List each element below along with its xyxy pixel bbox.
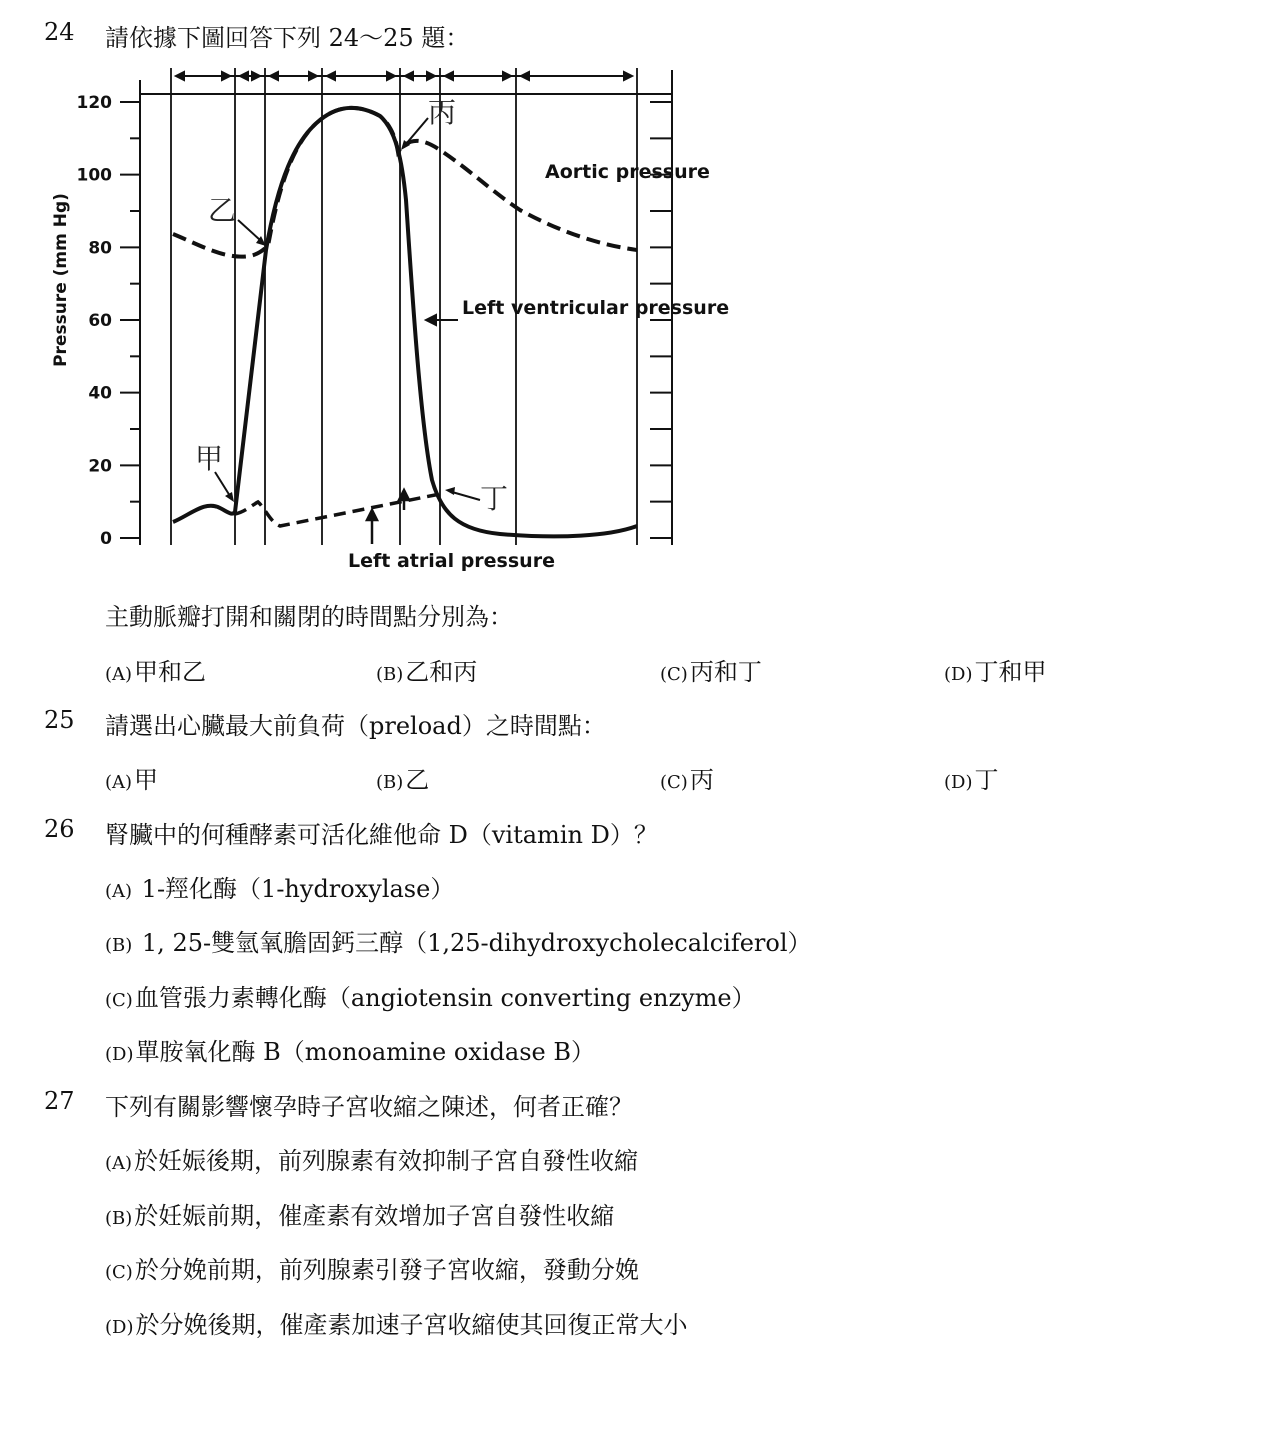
option-text: 血管張力素轉化酶（angiotensin converting enzyme） bbox=[134, 984, 756, 1012]
point-label-yi: 乙 bbox=[208, 194, 237, 227]
option-a[interactable] bbox=[105, 869, 454, 904]
question-text: 腎臟中的何種酵素可活化維他命 D（vitamin D）？ bbox=[105, 821, 658, 849]
left-atrial-pressure-label: Left atrial pressure bbox=[348, 550, 555, 572]
option-text: 甲 bbox=[134, 766, 159, 794]
option-text: 於妊娠前期，催產素有效增加子宮自發性收縮 bbox=[134, 1202, 615, 1230]
option-c[interactable] bbox=[105, 978, 756, 1013]
point-label-bing: 丙 bbox=[428, 96, 457, 129]
option-text: 甲和乙 bbox=[134, 658, 207, 686]
option-d[interactable] bbox=[105, 1032, 595, 1067]
question-number: 24 bbox=[44, 18, 75, 46]
y-tick-label: 80 bbox=[88, 238, 112, 259]
option-d[interactable] bbox=[944, 652, 1046, 687]
atrial-arrows bbox=[367, 490, 409, 544]
y-tick-label: 20 bbox=[88, 456, 112, 477]
option-letter: (B) bbox=[105, 935, 133, 956]
option-letter: (B) bbox=[376, 664, 404, 685]
option-c[interactable] bbox=[105, 1250, 639, 1285]
y-tick-label: 60 bbox=[88, 311, 112, 331]
option-d[interactable] bbox=[105, 1305, 687, 1340]
option-text: 丙和丁 bbox=[689, 658, 762, 686]
option-a[interactable] bbox=[105, 760, 158, 795]
option-letter: (A) bbox=[105, 772, 133, 793]
question-number: 27 bbox=[44, 1087, 75, 1115]
left-ventricular-pressure-label: Left ventricular pressure bbox=[462, 297, 730, 319]
option-letter: (A) bbox=[105, 881, 133, 902]
option-letter: (D) bbox=[105, 1044, 134, 1065]
y-tick-label: 120 bbox=[76, 93, 112, 113]
question-text: 請選出心臟最大前負荷（preload）之時間點： bbox=[105, 712, 606, 740]
option-letter: (D) bbox=[944, 664, 973, 685]
option-b[interactable] bbox=[105, 923, 812, 958]
option-text: 於分娩前期，前列腺素引發子宮收縮，發動分娩 bbox=[134, 1256, 639, 1284]
cardiac-pressure-chart bbox=[40, 60, 730, 580]
point-label-ding: 丁 bbox=[480, 482, 509, 515]
option-text: 1-羥化酶（1-hydroxylase） bbox=[134, 875, 455, 903]
question-number: 25 bbox=[44, 706, 75, 734]
option-letter: (D) bbox=[944, 772, 973, 793]
option-text: 丁和甲 bbox=[974, 658, 1047, 686]
option-letter: (A) bbox=[105, 664, 133, 685]
option-text: 單胺氧化酶 B（monoamine oxidase B） bbox=[135, 1038, 596, 1066]
option-letter: (C) bbox=[105, 1262, 133, 1283]
question-text: 請依據下圖回答下列 24～25 題： bbox=[105, 24, 470, 52]
option-letter: (B) bbox=[376, 772, 404, 793]
option-letter: (C) bbox=[105, 990, 133, 1011]
subquestion-text: 主動脈瓣打開和關閉的時間點分別為： bbox=[105, 603, 513, 631]
lv-arrow bbox=[426, 315, 458, 325]
question-text: 下列有關影響懷孕時子宮收縮之陳述，何者正確？ bbox=[105, 1093, 633, 1121]
y-tick-label: 40 bbox=[88, 383, 112, 404]
point-label-jia: 甲 bbox=[195, 442, 224, 475]
y-axis-label: Pressure (mm Hg) bbox=[51, 193, 71, 367]
y-tick-label: 100 bbox=[76, 165, 112, 186]
option-c[interactable] bbox=[660, 652, 762, 687]
option-b[interactable] bbox=[376, 760, 429, 795]
option-c[interactable] bbox=[660, 760, 714, 795]
option-b[interactable] bbox=[376, 652, 477, 687]
option-text: 於分娩後期，催產素加速子宮收縮使其回復正常大小 bbox=[135, 1311, 688, 1339]
option-letter: (D) bbox=[105, 1317, 134, 1338]
y-tick-label: 0 bbox=[100, 529, 112, 549]
option-letter: (A) bbox=[105, 1153, 133, 1174]
option-text: 丙 bbox=[689, 766, 714, 794]
aortic-pressure-label: Aortic pressure bbox=[545, 161, 710, 183]
option-letter: (B) bbox=[105, 1208, 133, 1229]
option-text: 乙和丙 bbox=[405, 658, 478, 686]
option-text: 1, 25-雙氫氧膽固鈣三醇（1,25-dihydroxycholecalciferol） bbox=[134, 929, 812, 957]
option-text: 乙 bbox=[405, 766, 430, 794]
option-d[interactable] bbox=[944, 760, 998, 795]
question-number: 26 bbox=[44, 815, 75, 843]
option-letter: (C) bbox=[660, 772, 688, 793]
option-letter: (C) bbox=[660, 664, 688, 685]
option-text: 於妊娠後期，前列腺素有效抑制子宮自發性收縮 bbox=[134, 1147, 639, 1175]
option-b[interactable] bbox=[105, 1196, 614, 1231]
option-a[interactable] bbox=[105, 652, 206, 687]
phase-arrows bbox=[176, 72, 632, 80]
option-a[interactable] bbox=[105, 1141, 638, 1176]
option-text: 丁 bbox=[974, 766, 999, 794]
